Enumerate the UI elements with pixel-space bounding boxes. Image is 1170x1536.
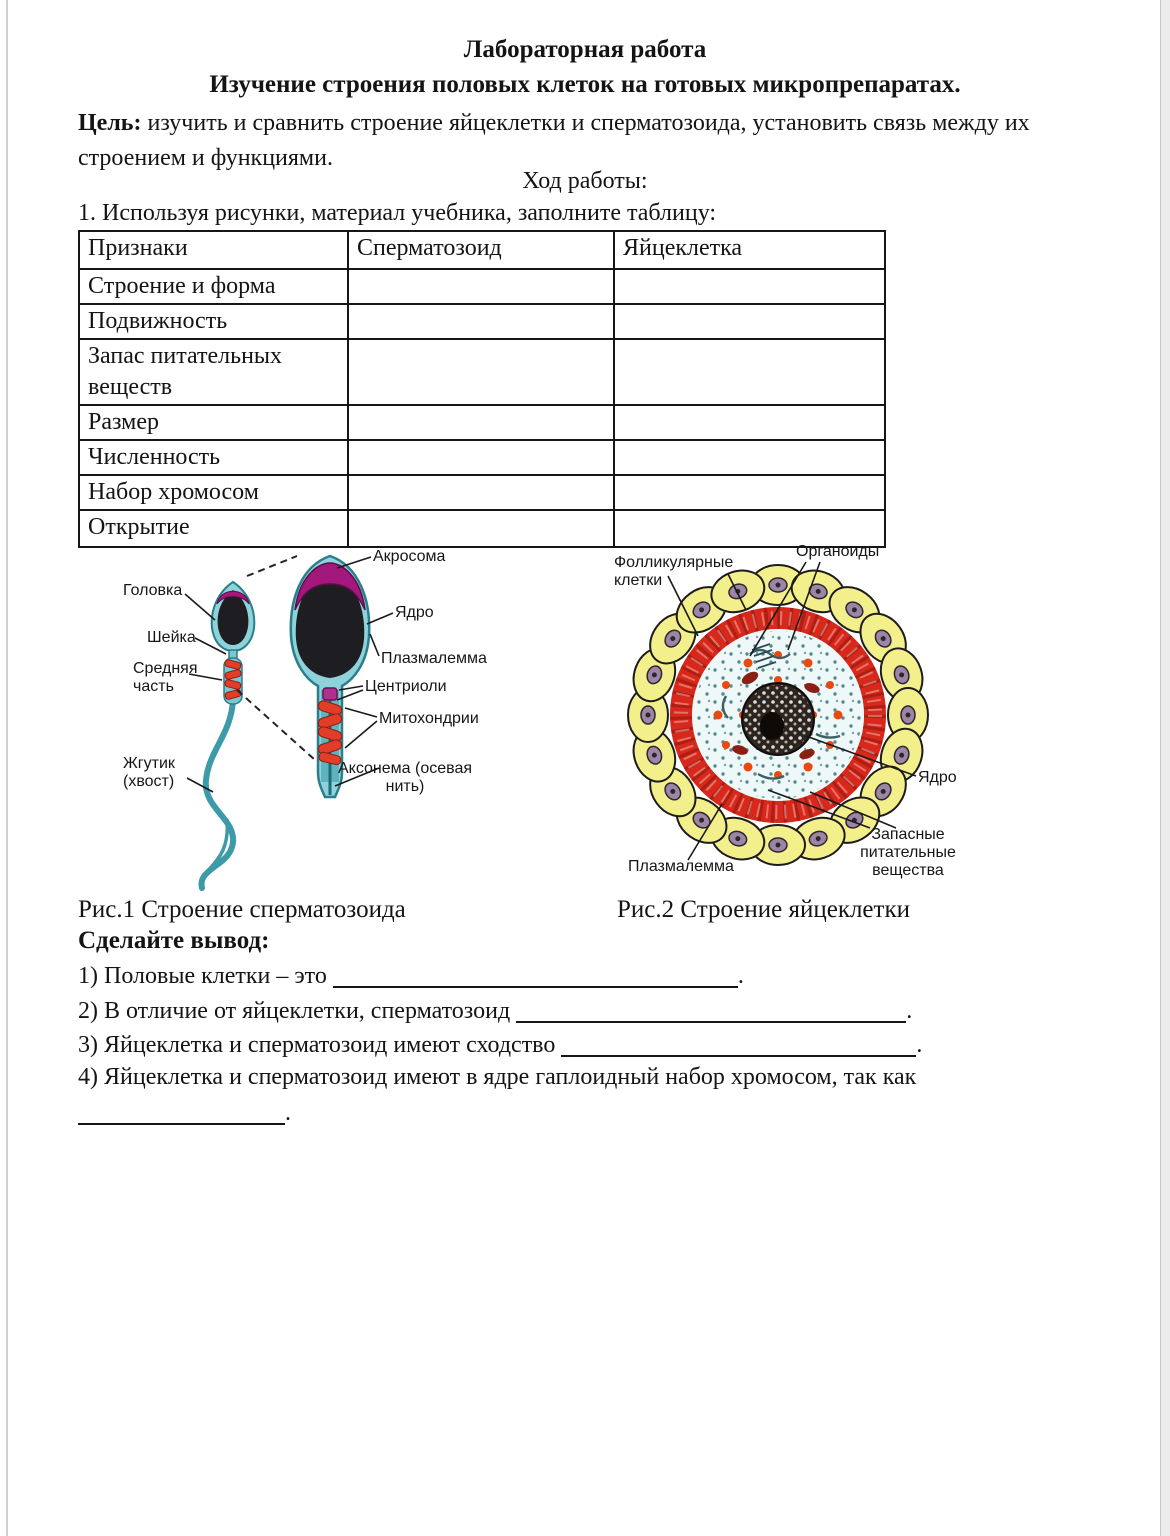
table-header-spermatozoid: Сперматозоид xyxy=(348,231,614,269)
comparison-table xyxy=(78,230,886,548)
period: . xyxy=(906,998,913,1025)
table-row xyxy=(79,405,885,440)
egg-cytoplasm xyxy=(692,629,864,801)
conclusion-item-3 xyxy=(78,1030,922,1059)
label-organoidy: Органоиды xyxy=(796,543,880,560)
label-zhgutik: Жгутик (хвост) xyxy=(123,755,175,790)
label-yadro: Ядро xyxy=(395,604,434,621)
table-cell-empty xyxy=(614,339,885,405)
figure-sperm-diagram xyxy=(85,540,487,898)
period: . xyxy=(737,963,744,990)
row-label: Численность xyxy=(79,440,348,475)
conclusion-item-4-text: 4) Яйцеклетка и сперматозоид имеют в ядре гаплоидный набор хромосом, так как xyxy=(78,1064,917,1090)
table-header-yaytsekletka: Яйцеклетка xyxy=(614,231,885,269)
table-cell-empty xyxy=(614,440,885,475)
period: . xyxy=(916,1032,923,1059)
label-mitokhondrii: Митохондрии xyxy=(379,710,479,727)
conclusion-heading: Сделайте вывод: xyxy=(78,927,270,954)
goal-paragraph xyxy=(78,106,1063,176)
table-cell-empty xyxy=(348,440,614,475)
table-header-priznaki: Признаки xyxy=(79,231,348,269)
figure2-caption: Рис.2 Строение яйцеклетки xyxy=(617,896,910,923)
table-cell-empty xyxy=(614,405,885,440)
table-cell-empty xyxy=(614,269,885,304)
period: . xyxy=(285,1100,291,1127)
conclusion-item-2-text: 2) В отличие от яйцеклетки, сперматозоид xyxy=(78,998,511,1025)
blank-line xyxy=(333,961,738,988)
goal-label: Цель: xyxy=(78,110,142,136)
centriole-shape xyxy=(323,688,337,700)
row-label: Строение и форма xyxy=(79,269,348,304)
egg-nucleus xyxy=(742,683,814,755)
label-follikulyarnye-kletki: Фолликулярные клетки xyxy=(614,554,734,589)
label-tsentrioli: Центриоли xyxy=(365,678,447,695)
document-title: Лабораторная работа xyxy=(463,36,707,63)
conclusion-item-3-text: 3) Яйцеклетка и сперматозоид имеют сходство xyxy=(78,1032,556,1059)
label-aksonema: Аксонема (осевая нить) xyxy=(337,760,472,795)
label-sheyka: Шейка xyxy=(147,629,196,646)
table-cell-empty xyxy=(348,304,614,339)
label-egg-yadro: Ядро xyxy=(918,769,957,786)
blank-line xyxy=(78,1098,285,1125)
table-header-row xyxy=(79,231,885,269)
label-srednyaya-chast: Средняя часть xyxy=(133,660,198,695)
label-golovka: Головка xyxy=(123,582,183,599)
blank-line xyxy=(516,996,906,1023)
label-plazmalemma: Плазмалемма xyxy=(381,650,487,667)
conclusion-item-4 xyxy=(78,1064,916,1091)
conclusion-item-1 xyxy=(78,961,744,990)
table-row xyxy=(79,339,885,405)
page-right-edge xyxy=(1160,0,1170,1536)
row-label: Набор хромосом xyxy=(79,475,348,510)
table-cell-empty xyxy=(614,304,885,339)
row-label: Подвижность xyxy=(79,304,348,339)
blank-line xyxy=(561,1030,916,1057)
goal-text: изучить и сравнить строение яйцеклетки и сперматозоида, установить связь между их строением и функциями. xyxy=(78,110,1030,171)
table-cell-empty xyxy=(614,475,885,510)
figure-egg-diagram xyxy=(600,538,1000,896)
table-cell-empty xyxy=(348,475,614,510)
table-cell-empty xyxy=(348,339,614,405)
document-subtitle: Изучение строения половых клеток на готовых микропрепаратах. xyxy=(209,71,961,98)
table-row xyxy=(79,304,885,339)
step1-instruction: 1. Используя рисунки, материал учебника, заполните таблицу: xyxy=(78,200,717,226)
sperm-small xyxy=(201,582,254,888)
label-egg-plazmalemma: Плазмалемма xyxy=(628,858,734,875)
row-label: Запас питательных веществ xyxy=(79,339,348,405)
label-akrosoma: Акросома xyxy=(373,548,446,565)
table-row xyxy=(79,475,885,510)
row-label: Размер xyxy=(79,405,348,440)
table-row xyxy=(79,440,885,475)
figure1-caption: Рис.1 Строение сперматозоида xyxy=(78,896,406,923)
table-cell-empty xyxy=(348,269,614,304)
label-zapasnye-veschestva: Запасные питательные вещества xyxy=(860,826,956,879)
table-row xyxy=(79,269,885,304)
page-left-edge xyxy=(6,0,8,1536)
procedure-heading: Ход работы: xyxy=(522,168,648,194)
conclusion-item-1-text: 1) Половые клетки – это xyxy=(78,963,327,990)
conclusion-final-blank-line xyxy=(78,1098,291,1127)
table-cell-empty xyxy=(348,405,614,440)
row-label: Открытие xyxy=(79,510,348,547)
conclusion-item-2 xyxy=(78,996,912,1025)
